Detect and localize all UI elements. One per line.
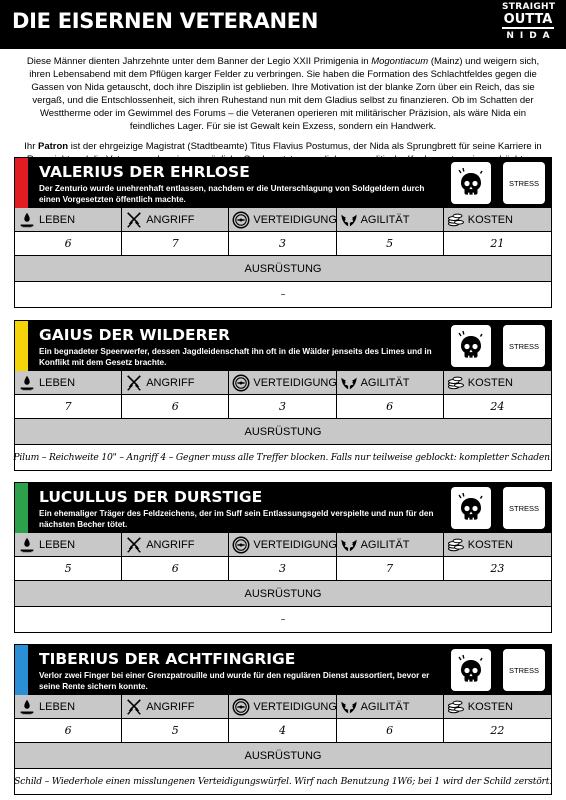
stat-labels-row [15,208,551,232]
stress-box: STRESS [503,325,545,367]
character-name: GAIUS DER WILDERER [39,326,231,344]
stat-label-leben: LEBEN [15,371,122,394]
equipment-header: AUSRÜSTUNG [15,581,551,607]
page-title: DIE EISERNEN VETERANEN [12,9,319,33]
crossed-swords-icon [125,374,143,392]
color-stripe [15,645,28,695]
candle-icon [18,211,36,229]
stat-label-agilitaet: AGILITÄT [337,533,444,556]
stat-value-kosten: 22 [490,724,505,737]
intro-text [18,56,548,167]
stat-label-angriff: ANGRIFF [122,695,229,718]
stress-box: STRESS [503,487,545,529]
character-card [14,644,552,795]
stat-values-row [15,232,551,256]
crossed-swords-icon [125,698,143,716]
character-name: TIBERIUS DER ACHTFINGRIGE [39,650,296,668]
stat-label-agilitaet: AGILITÄT [337,371,444,394]
shield-icon [232,536,250,554]
skull-box [451,649,491,691]
stat-labels-row [15,371,551,395]
stat-value-leben: 7 [15,395,122,418]
candle-icon [18,536,36,554]
logo-line-1: STRAIGHT [502,2,556,12]
wings-icon [340,211,358,229]
skull-icon [455,654,487,686]
intro-paragraph-1: Diese Männer dienten Jahrzehnte unter dem Banner der Legio XXII Primigenia in Mogontiacum (Mainz) und weigern sich, ihren Lebensabend mit dem Pflügen karger Felder zu verbringen. Sie haben die Formation des Schlachtfeldes gegen die Gassen von Nida getauscht, doch ihre Disziplin ist geblieben. Ihre Motivation ist der blanke Zorn über ein Reich, das sie vergaß, und die Entschlossenheit, sich ihren Ruhestand nun mit dem Gladius selbst zu finanzieren. Ob im Schatten der Westtherme oder im Gewimmel des Forums – die Veteranen operieren mit militärischer Präzision, als wäre Nida ein feindliches Lager. Für sie ist Gewalt kein Exzess, sondern ein Handwerk. [26,56,540,132]
card-header [15,645,551,695]
color-stripe [15,483,28,533]
stat-labels-row [15,695,551,719]
skull-icon [455,492,487,524]
stat-value-angriff: 6 [122,557,229,580]
stress-box: STRESS [503,649,545,691]
stat-label-agilitaet: AGILITÄT [337,695,444,718]
color-stripe [15,321,28,371]
equipment-value: Pilum – Reichweite 10" – Angriff 4 – Gegner muss alle Treffer blocken. Falls nur teilweise geblockt: kompletter Schaden. [13,452,553,463]
stat-label-agilitaet: AGILITÄT [337,208,444,231]
character-card [14,482,552,633]
skull-icon [455,167,487,199]
stat-label-verteidigung: VERTEIDIGUNG [229,208,336,231]
character-description: Ein begnadeter Speerwerfer, dessen Jagdleidenschaft ihn oft in die Wälder jenseits des Limes und in Konflikt mit dem Gesetz brachte. [39,347,432,367]
card-header [15,158,551,208]
stat-value-angriff: 7 [122,232,229,255]
stat-value-leben: 6 [15,719,122,742]
stat-value-kosten: 24 [490,400,505,413]
character-description: Verlor zwei Finger bei einer Grenzpatrouille und wurde für den regulären Dienst aussortiert, bevor er seine Rente sichern konnte. [39,671,430,691]
coins-icon [447,211,465,229]
stat-value-agilitaet: 6 [337,719,444,742]
stat-label-leben: LEBEN [15,695,122,718]
character-description: Der Zenturio wurde unehrenhaft entlassen, nachdem er die Unterschlagung von Soldgeldern durch einen Vorgesetzten öffentlich machte. [39,184,425,204]
stat-value-verteidigung: 3 [229,557,336,580]
header-bar [0,0,566,49]
equipment-value: Schild – Wiederhole einen misslungenen Verteidigungswürfel. Wirf nach Benutzung 1W6; bei 1 wird der Schild zerstört. [14,776,552,787]
stat-label-leben: LEBEN [15,208,122,231]
crossed-swords-icon [125,211,143,229]
coins-icon [447,536,465,554]
stat-value-verteidigung: 4 [229,719,336,742]
candle-icon [18,374,36,392]
coins-icon [447,374,465,392]
card-header [15,321,551,371]
equipment-header: AUSRÜSTUNG [15,419,551,445]
card-header [15,483,551,533]
stat-label-verteidigung: VERTEIDIGUNG [229,371,336,394]
logo-line-3: NIDA [506,31,556,41]
character-name: VALERIUS DER EHRLOSE [39,163,250,181]
coins-icon [447,698,465,716]
shield-icon [232,374,250,392]
character-description: Ein ehemaliger Träger des Feldzeichens, der im Suff sein Entlassungsgeld verspielte und nun für den nächsten Becher tötet. [39,509,434,529]
stat-value-kosten: 21 [490,237,505,250]
stat-value-agilitaet: 7 [337,557,444,580]
shield-icon [232,211,250,229]
stat-value-leben: 5 [15,557,122,580]
stress-box: STRESS [503,162,545,204]
stat-label-angriff: ANGRIFF [122,208,229,231]
shield-icon [232,698,250,716]
stat-value-angriff: 5 [122,719,229,742]
stat-label-verteidigung: VERTEIDIGUNG [229,695,336,718]
character-card [14,320,552,471]
stat-value-leben: 6 [15,232,122,255]
wings-icon [340,374,358,392]
stat-values-row [15,719,551,743]
stat-value-verteidigung: 3 [229,395,336,418]
stat-value-kosten: 23 [490,562,505,575]
skull-box [451,325,491,367]
character-card [14,157,552,308]
stat-value-agilitaet: 6 [337,395,444,418]
equipment-header: AUSRÜSTUNG [15,256,551,282]
skull-icon [455,330,487,362]
logo-line-2: OUTTA [503,12,553,27]
straight-outta-nida-logo [502,3,554,41]
wings-icon [340,536,358,554]
stat-label-kosten: KOSTEN [444,208,551,231]
stat-value-verteidigung: 3 [229,232,336,255]
stat-values-row [15,557,551,581]
color-stripe [15,158,28,208]
equipment-value: – [280,614,286,625]
skull-box [451,487,491,529]
stat-labels-row [15,533,551,557]
intro-paragraph-2: Ihr Patron ist der ehrgeizige Magistrat (Stadtbeamte) Titus Flavius Postumus, der Nida als Sprungbrett für seine Karriere in [24,141,542,153]
stat-label-kosten: KOSTEN [444,695,551,718]
wings-icon [340,698,358,716]
equipment-header: AUSRÜSTUNG [15,743,551,769]
stat-label-leben: LEBEN [15,533,122,556]
equipment-value: – [280,289,286,300]
stat-label-angriff: ANGRIFF [122,371,229,394]
stat-label-kosten: KOSTEN [444,533,551,556]
crossed-swords-icon [125,536,143,554]
stat-value-angriff: 6 [122,395,229,418]
candle-icon [18,698,36,716]
stat-value-agilitaet: 5 [337,232,444,255]
stat-label-kosten: KOSTEN [444,371,551,394]
skull-box [451,162,491,204]
character-name: LUCULLUS DER DURSTIGE [39,488,263,506]
stat-label-angriff: ANGRIFF [122,533,229,556]
stat-values-row [15,395,551,419]
stat-label-verteidigung: VERTEIDIGUNG [229,533,336,556]
